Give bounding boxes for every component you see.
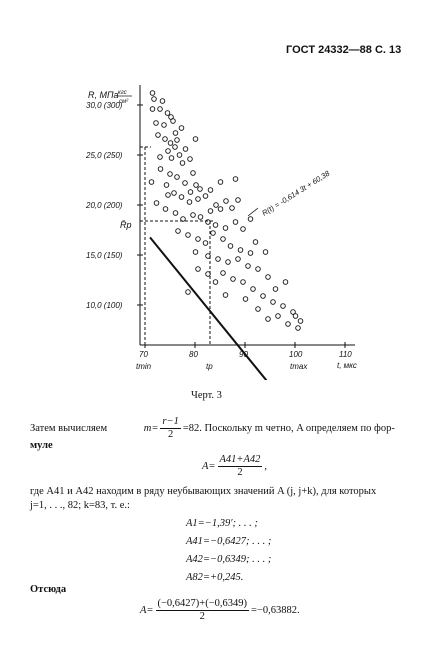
data-point bbox=[188, 157, 193, 162]
data-point bbox=[203, 194, 208, 199]
paragraph-line-2: муле bbox=[30, 440, 53, 451]
formula-1-fraction bbox=[218, 454, 263, 479]
data-point bbox=[160, 99, 165, 104]
data-point bbox=[221, 271, 226, 276]
tmin-label: tmin bbox=[136, 362, 152, 371]
data-point bbox=[191, 213, 196, 218]
data-point bbox=[233, 177, 238, 182]
data-point bbox=[271, 300, 276, 305]
data-point bbox=[193, 137, 198, 142]
data-point bbox=[173, 145, 178, 150]
data-point bbox=[152, 97, 157, 102]
data-point bbox=[168, 172, 173, 177]
data-point bbox=[169, 156, 174, 161]
data-point bbox=[193, 250, 198, 255]
regression-line bbox=[150, 237, 299, 380]
data-point bbox=[281, 304, 286, 309]
formula-1-num: A41+A42 bbox=[219, 454, 261, 465]
x-tick-label: 110 bbox=[339, 350, 352, 359]
data-point bbox=[246, 264, 251, 269]
data-point bbox=[216, 257, 221, 262]
data-point bbox=[179, 195, 184, 200]
data-point bbox=[293, 314, 298, 319]
data-point bbox=[150, 107, 155, 112]
formula-2-rhs: =−0,63882. bbox=[251, 604, 300, 616]
data-point bbox=[164, 183, 169, 188]
data-point bbox=[173, 131, 178, 136]
formula-2-den: 2 bbox=[199, 611, 205, 622]
y-tick-label: 25,0 (250) bbox=[86, 151, 123, 160]
data-point bbox=[173, 211, 178, 216]
y-tick-label: 10,0 (100) bbox=[86, 301, 123, 310]
data-point bbox=[253, 240, 258, 245]
data-point bbox=[286, 322, 291, 327]
data-point bbox=[236, 198, 241, 203]
data-point bbox=[214, 203, 219, 208]
data-point bbox=[183, 147, 188, 152]
data-point bbox=[163, 207, 168, 212]
data-point bbox=[187, 200, 192, 205]
line1-fraction-num: r−1 bbox=[162, 416, 179, 427]
data-point bbox=[241, 280, 246, 285]
rp-label: R̄p bbox=[120, 220, 132, 230]
data-point bbox=[211, 231, 216, 236]
data-point bbox=[266, 275, 271, 280]
otsyuda-label: Отсюда bbox=[30, 584, 67, 595]
data-point bbox=[194, 183, 199, 188]
data-point bbox=[224, 199, 229, 204]
y-unit-numerator: кгс bbox=[118, 90, 127, 96]
x-axis-label: t, мкс bbox=[337, 361, 357, 370]
y-tick-label: 30,0 (300) bbox=[86, 101, 123, 110]
x-tick-label: 100 bbox=[289, 350, 303, 359]
data-point bbox=[179, 126, 184, 131]
data-point bbox=[172, 191, 177, 196]
data-point bbox=[158, 167, 163, 172]
data-point bbox=[188, 190, 193, 195]
data-point bbox=[208, 209, 213, 214]
data-point bbox=[156, 133, 161, 138]
data-point bbox=[177, 153, 182, 158]
regression-label: R(t) = -0,614 3t + 60,38 bbox=[260, 168, 332, 218]
data-point bbox=[283, 280, 288, 285]
data-point bbox=[276, 314, 281, 319]
data-point bbox=[154, 121, 159, 126]
data-point bbox=[166, 149, 171, 154]
data-point bbox=[203, 241, 208, 246]
paragraph-line-4: j=1, . . ., 82; k=83, т. е.: bbox=[30, 500, 130, 511]
tp-label: tp bbox=[206, 362, 213, 371]
data-point bbox=[208, 188, 213, 193]
value-a41: A41=−0,6427; . . . ; bbox=[186, 536, 272, 547]
page-header: ГОСТ 24332—88 С. 13 bbox=[286, 44, 402, 56]
data-point bbox=[186, 290, 191, 295]
formula-1-lhs: A= bbox=[202, 460, 216, 472]
tmax-label: tmax bbox=[290, 362, 308, 371]
formula-2-lhs: A= bbox=[140, 604, 154, 616]
data-point bbox=[158, 107, 163, 112]
data-point bbox=[198, 215, 203, 220]
y-axis-label: R, МПа bbox=[88, 90, 119, 100]
data-point bbox=[218, 207, 223, 212]
data-point bbox=[176, 229, 181, 234]
data-point bbox=[261, 294, 266, 299]
formula-2-fraction bbox=[156, 598, 250, 623]
value-a1: A1=−1,39′; . . . ; bbox=[186, 518, 258, 529]
line1-fraction bbox=[160, 416, 180, 441]
paragraph-line-1 bbox=[30, 416, 395, 441]
data-point bbox=[251, 287, 256, 292]
line1-start: Затем вычисляем bbox=[30, 422, 108, 434]
data-point bbox=[248, 217, 253, 222]
data-point bbox=[238, 248, 243, 253]
line1-m: m= bbox=[143, 422, 159, 434]
data-point bbox=[241, 227, 246, 232]
formula-1 bbox=[202, 454, 267, 479]
formula-2 bbox=[140, 598, 300, 623]
data-point bbox=[196, 267, 201, 272]
value-a82: A82=+0,245. bbox=[186, 572, 244, 583]
data-point bbox=[221, 237, 226, 242]
data-point bbox=[223, 226, 228, 231]
data-point bbox=[154, 201, 159, 206]
x-tick-label: 80 bbox=[189, 350, 198, 359]
y-unit-denominator: см² bbox=[119, 99, 129, 105]
data-point bbox=[196, 237, 201, 242]
data-point bbox=[266, 317, 271, 322]
data-point bbox=[298, 319, 303, 324]
data-point bbox=[198, 187, 203, 192]
data-point bbox=[231, 277, 236, 282]
data-point bbox=[186, 233, 191, 238]
data-point bbox=[180, 161, 185, 166]
data-point bbox=[183, 181, 188, 186]
data-point bbox=[149, 180, 154, 185]
data-point bbox=[223, 293, 228, 298]
data-point bbox=[296, 326, 301, 331]
x-tick-label: 90 bbox=[239, 350, 248, 359]
value-a42: A42=−0,6349; . . . ; bbox=[186, 554, 272, 565]
data-point bbox=[213, 223, 218, 228]
data-point bbox=[228, 244, 233, 249]
data-point bbox=[256, 267, 261, 272]
data-point bbox=[226, 260, 231, 265]
formula-1-den: 2 bbox=[237, 467, 243, 478]
data-point bbox=[213, 280, 218, 285]
data-point bbox=[218, 180, 223, 185]
data-point bbox=[273, 287, 278, 292]
data-point bbox=[150, 91, 155, 96]
data-point bbox=[175, 175, 180, 180]
data-point bbox=[256, 307, 261, 312]
figure-caption: Черт. 3 bbox=[191, 390, 222, 401]
data-point bbox=[263, 250, 268, 255]
data-point bbox=[168, 141, 173, 146]
data-point bbox=[248, 251, 253, 256]
data-point bbox=[191, 171, 196, 176]
line1-fraction-den: 2 bbox=[168, 429, 174, 440]
data-point bbox=[233, 220, 238, 225]
line1-end: =82. Поскольку m четно, A определяем по фор- bbox=[182, 422, 395, 434]
data-point bbox=[196, 197, 201, 202]
x-tick-label: 70 bbox=[139, 350, 148, 359]
y-tick-label: 20,0 (200) bbox=[86, 201, 123, 210]
y-tick-label: 15,0 (150) bbox=[86, 251, 123, 260]
regression-label-leader bbox=[248, 208, 258, 216]
data-point bbox=[236, 257, 241, 262]
data-point bbox=[243, 297, 248, 302]
data-point bbox=[175, 138, 180, 143]
data-point bbox=[163, 137, 168, 142]
data-point bbox=[230, 206, 235, 211]
data-point bbox=[162, 123, 167, 128]
formula-2-num: (−0,6427)+(−0,6349) bbox=[157, 598, 248, 609]
data-point bbox=[165, 111, 170, 116]
data-point bbox=[158, 155, 163, 160]
data-point bbox=[171, 119, 176, 124]
data-point bbox=[166, 193, 171, 198]
paragraph-line-3: где A41 и A42 находим в ряду неубывающих значений A (j, j+k), для которых bbox=[30, 486, 377, 497]
formula-1-end: , bbox=[264, 460, 268, 472]
